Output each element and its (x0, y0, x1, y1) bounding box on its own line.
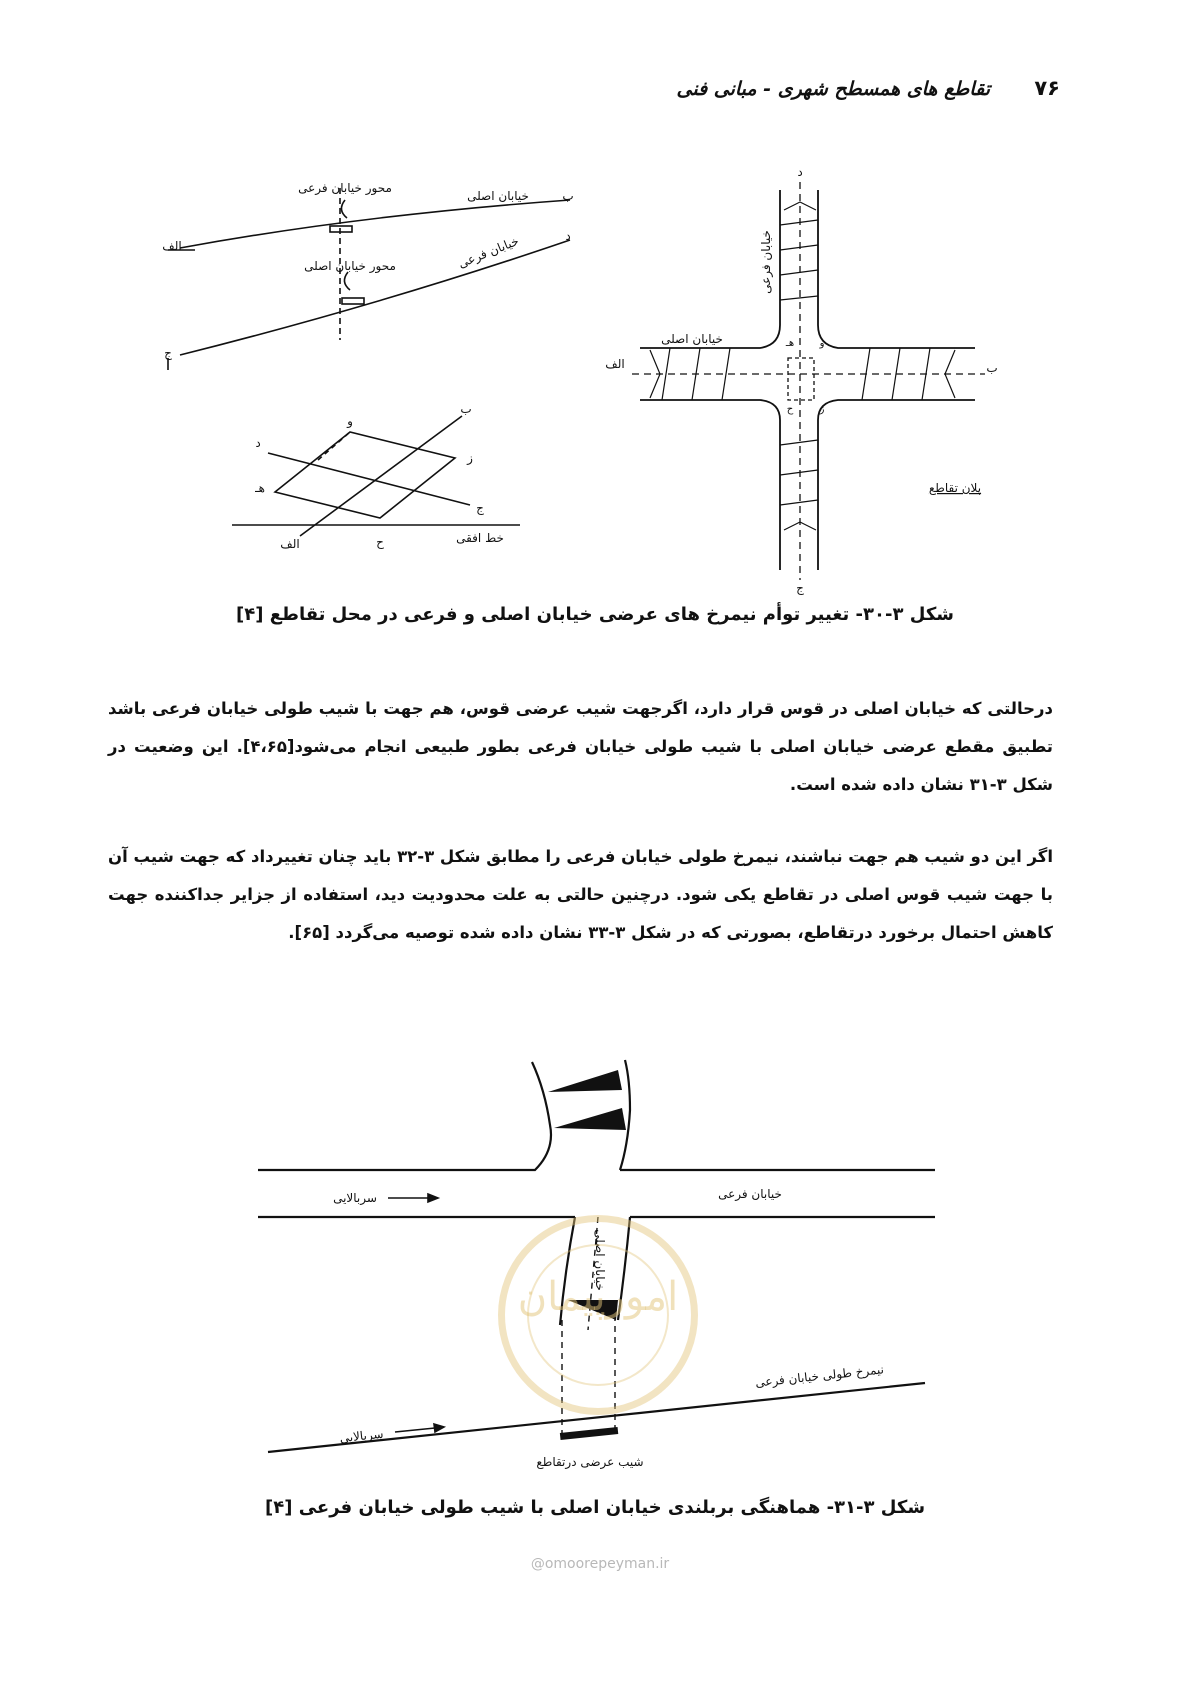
minor-street-label: خیابان فرعی (456, 233, 521, 271)
uphill-label-bottom: سربالایی (339, 1426, 385, 1446)
plan-left-label: الف (605, 357, 625, 371)
paragraph-1: درحالتی که خیابان اصلی در قوس قرار دارد، اگرجهت شیب عرضی قوس، هم جهت با شیب طولی خیابان فرعی باشد تطبیق مقطع عرضی خیابان اصلی با شیب طولی خیابان فرعی بطور طبیعی انجام می‌شود[۴،۶۵]. این وضعیت در شکل ۳-۳۱ نشان داده شده است. (108, 699, 1053, 794)
diag-z: ز (467, 451, 473, 465)
diag-j: ج (476, 501, 484, 515)
plan-corner-h2: ح (786, 404, 794, 415)
plan-corner-h: هـ (785, 338, 795, 349)
road-edge-top-left (258, 1062, 551, 1170)
paragraph-2: اگر این دو شیب هم جهت نباشند، نیمرخ طولی خیابان فرعی را مطابق شکل ۳-۳۲ باید چنان تغییرداد که جهت شیب آن با جهت شیب قوس اصلی در تقاطع یکی شود. درچنین حالتی به علت محدودیت دید، استفاده از جزایر جداکننده جهت کاهش احتمال برخورد درتقاطع، بصورتی که در شکل ۳-۳۳ نشان داده شده توصیه می‌گردد [۶۵]. (107, 847, 1053, 942)
plan-minor-street-label: خیابان فرعی (759, 230, 773, 294)
point-j-label: ج (164, 346, 172, 360)
page-number: ۷۶ (1034, 76, 1060, 100)
watermark-logo-text: امورپیمان (517, 1274, 679, 1320)
point-d-label: د (565, 229, 571, 243)
major-street-label-top: خیابان اصلی (467, 189, 529, 203)
major-axis-label: محور خیابان اصلی (304, 259, 396, 273)
major-edge-left (560, 1217, 575, 1325)
point-b-label: ب (562, 189, 574, 203)
minor-axis-label-top: محور خیابان فرعی (298, 181, 392, 195)
figure-3-31-caption: شکل ۳-۳۱- هماهنگی بربلندی خیابان اصلی با شیب طولی خیابان فرعی [۴] (264, 1497, 926, 1518)
plan-top-label: د (797, 165, 803, 179)
plan-title-label: پلان تقاطع (928, 481, 982, 495)
major-street-label-31: خیابان اصلی (593, 1229, 607, 1291)
minor-profile-label: نیمرخ طولی خیابان فرعی (754, 1362, 885, 1390)
plan-bottom-label: ج (796, 581, 804, 595)
plan-corner-v: و (819, 338, 825, 349)
watermark-url: @omoorepeyman.ir (530, 1556, 670, 1572)
point-alef-label: الف (162, 239, 182, 253)
uphill-label-top: سربالایی (333, 1191, 377, 1205)
minor-street-label-31: خیابان فرعی (718, 1187, 782, 1201)
diag-alef: الف (280, 537, 300, 551)
diag-h2: ح (376, 535, 384, 549)
major-edge-right (618, 1217, 630, 1320)
diag-horizon: خط افقی (456, 531, 504, 545)
plan-right-label: ب (986, 361, 998, 375)
diag-d: د (255, 436, 261, 450)
figure-3-30-caption: شکل ۳-۳۰- تغییر توأم نیمرخ های عرضی خیابان اصلی و فرعی در محل تقاطع [۴] (235, 604, 955, 625)
plan-major-street-label: خیابان اصلی (661, 332, 723, 346)
cross-slope-label: شیب عرضی درتقاطع (536, 1455, 644, 1469)
diag-v: و (347, 414, 353, 428)
diag-h: هـ (255, 481, 265, 495)
running-header-title: تقاطع های همسطح شهری - مبانی فنی (676, 78, 990, 100)
diag-b: ب (460, 402, 472, 416)
plan-corner-z: ز (819, 404, 825, 415)
